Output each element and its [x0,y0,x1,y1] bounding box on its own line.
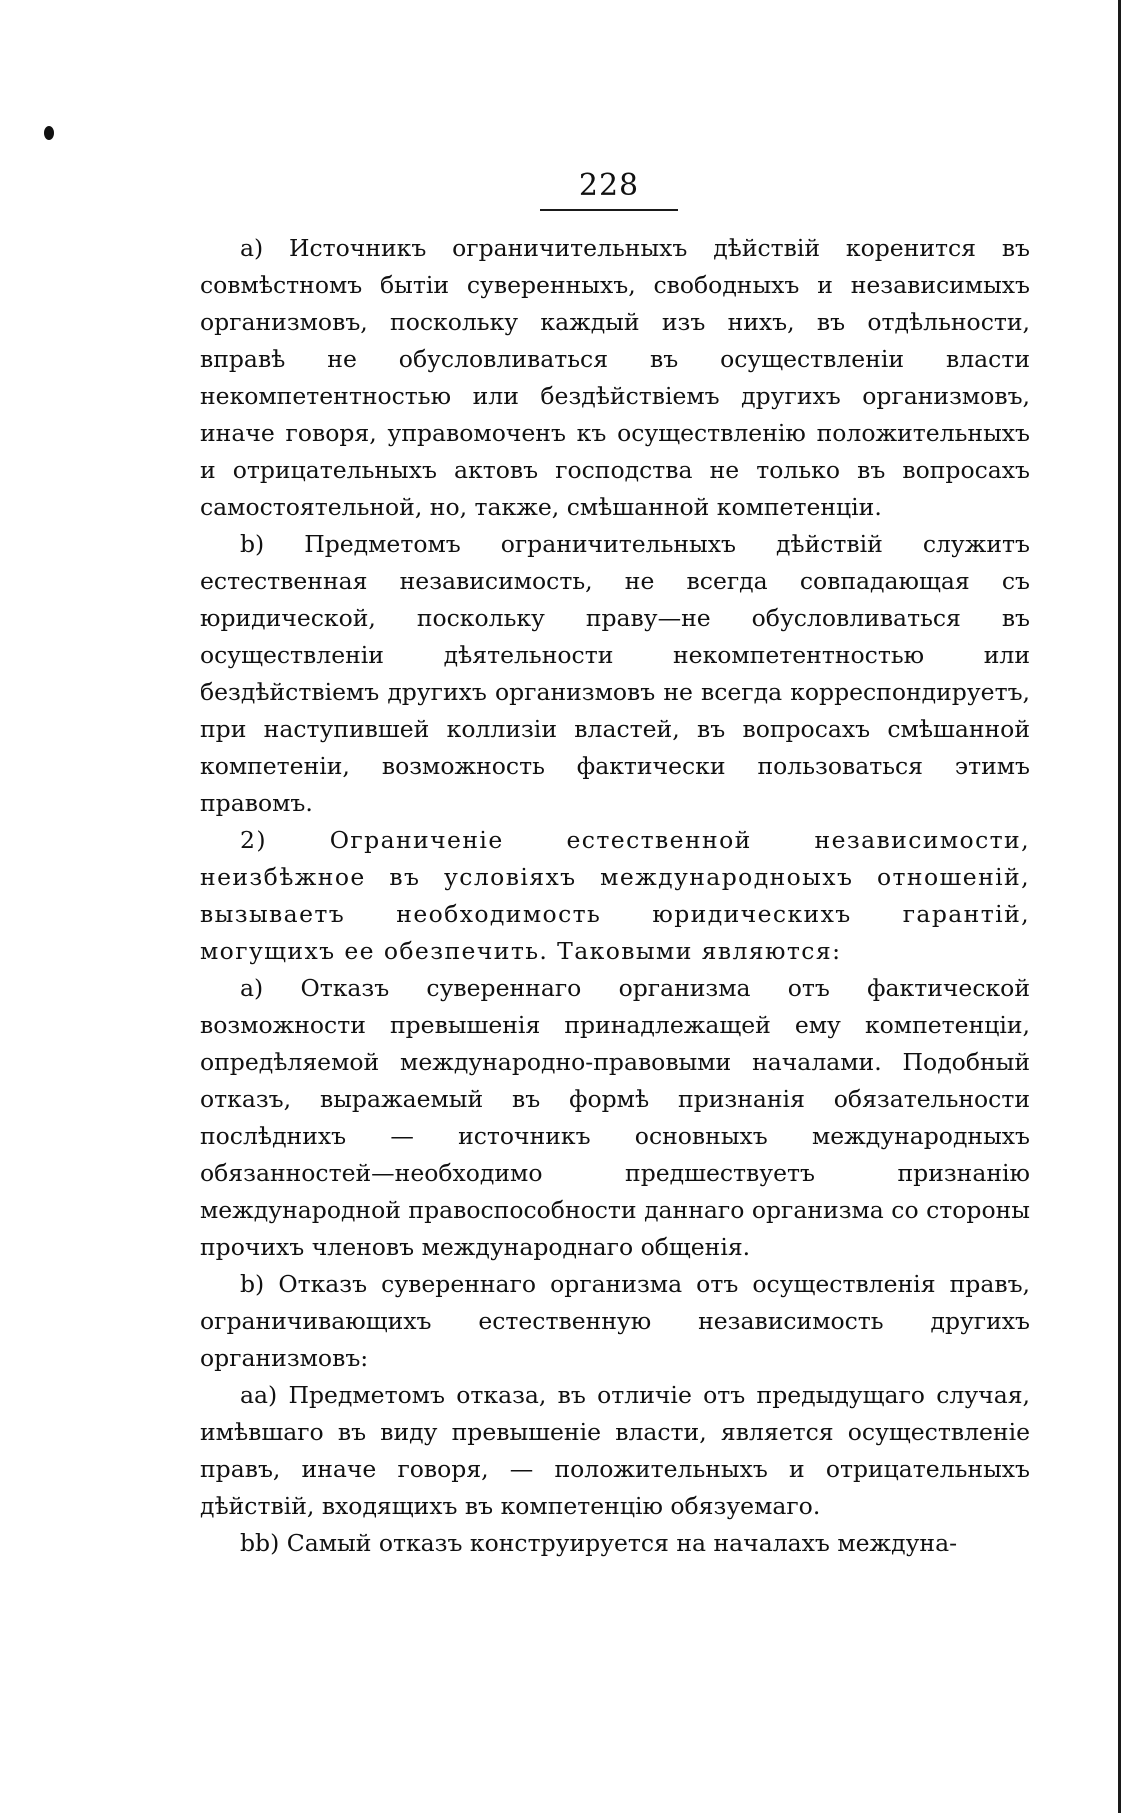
body-text [200,230,1030,1562]
margin-ink-mark [44,126,54,140]
paragraph-1a-source: a) Источникъ ограничительныхъ дѣйствій коренится въ совмѣстномъ бытіи суверенныхъ, свободныхъ и независимыхъ организмовъ, поскольку каждый изъ нихъ, въ отдѣльности, вправѣ не обусловливаться въ осуществленіи власти некомпетентностью или бездѣйствіемъ другихъ организмовъ, иначе говоря, управомоченъ къ осуществленію положительныхъ и отрицательныхъ актовъ господства не только въ вопросахъ самостоятельной, но, также, смѣшанной компетенціи. [200,234,1030,521]
page-number: 228 [578,168,640,203]
paragraph-aa-subject: aa) Предметомъ отказа, въ отличіе отъ предыдущаго случая, имѣвшаго въ виду превышеніе власти, является осуществленіе правъ, иначе говоря, — положительныхъ и отрицательныхъ дѣйствій, входящихъ въ компетенцію обязуемаго. [200,1381,1030,1520]
paragraph-1b-subject: b) Предметомъ ограничительныхъ дѣйствій служитъ естественная независимость, не всегда совпадающая съ юридической, поскольку праву—не обусловливаться въ осуществленіи дѣятельности некомпетентностью или бездѣйствіемъ другихъ организмовъ не всегда корреспондируетъ, при наступившей коллизіи властей, въ вопросахъ смѣшанной компетеніи, возможность фактически пользоваться этимъ правомъ. [200,530,1030,817]
paragraph-2b-refusal-rights: b) Отказъ сувереннаго организма отъ осуществленія правъ, ограничивающихъ естественную независимость другихъ организмовъ: [200,1270,1030,1372]
paragraph-2a-refusal: a) Отказъ сувереннаго организма отъ фактической возможности превышенія принадлежащей ему компетенціи, опредѣляемой международно-правовыми началами. Подобный отказъ, выражаемый въ формѣ признанія обязательности послѣднихъ — источникъ основныхъ международныхъ обязанностей—необходимо предшествуетъ признанію международной правоспособности даннаго организма со стороны прочихъ членовъ международнаго общенія. [200,974,1030,1261]
page-edge-rule [1118,0,1121,1813]
page-number-underline [540,209,678,211]
paragraph-2-limitation: 2) Ограниченіе естественной независимости, неизбѣжное въ условіяхъ международноыхъ отношеній, вызываетъ необходимость юридическихъ гарантій, могущихъ ее обезпечить. Таковыми являются: [200,826,1030,965]
paragraph-bb-construction: bb) Самый отказъ конструируется на началахъ междуна- [240,1529,958,1557]
